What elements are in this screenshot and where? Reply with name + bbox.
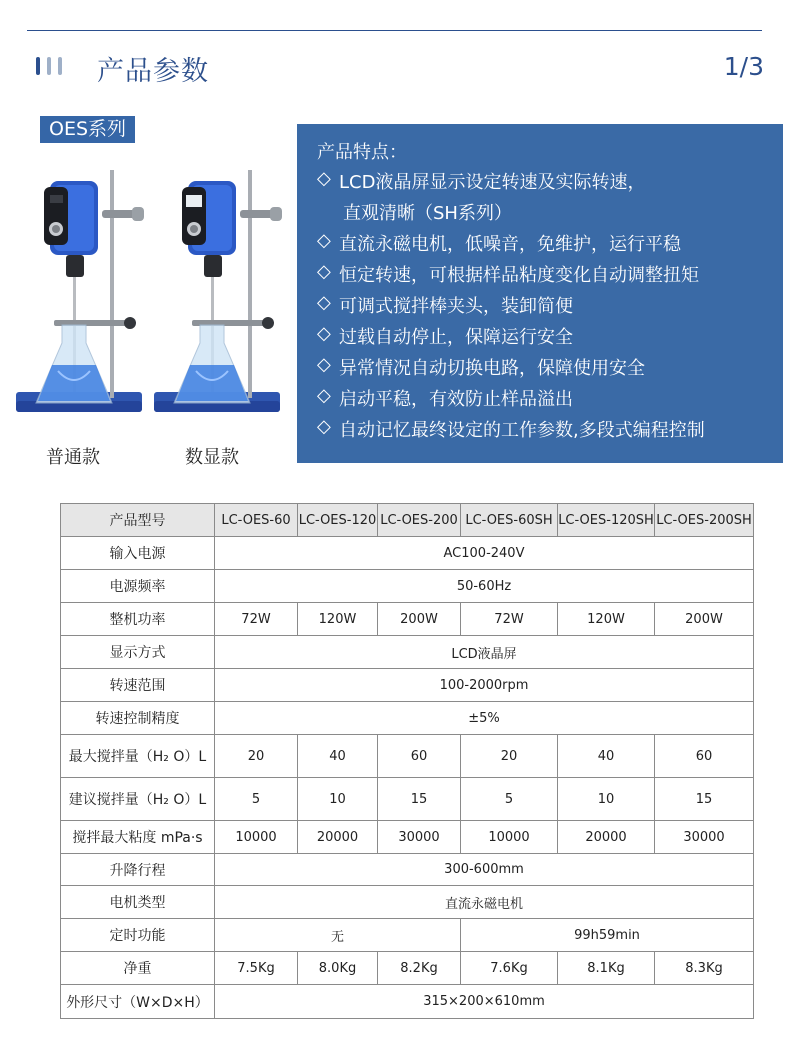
table-cell-label: 升降行程 xyxy=(61,854,215,886)
table-cell-label: 搅拌最大粘度 mPa·s xyxy=(61,821,215,854)
table-cell-value: 72W xyxy=(215,603,298,636)
table-cell-value: 10 xyxy=(558,778,655,821)
table-cell-value: 8.1Kg xyxy=(558,952,655,985)
table-cell-label: 电源频率 xyxy=(61,570,215,603)
table-cell-value: 无 xyxy=(215,919,461,952)
table-cell-value: 7.5Kg xyxy=(215,952,298,985)
feature-text: 恒定转速，可根据样品粘度变化自动调整扭矩 xyxy=(339,265,699,286)
table-cell-value: 200W xyxy=(378,603,461,636)
table-cell-value: 7.6Kg xyxy=(461,952,558,985)
table-cell-value: 120W xyxy=(298,603,378,636)
table-row xyxy=(61,702,754,735)
series-badge: OES系列 xyxy=(40,116,135,143)
diamond-bullet-icon: ◇ xyxy=(317,416,331,437)
table-cell-value: 10 xyxy=(298,778,378,821)
table-cell-value: 99h59min xyxy=(461,919,754,952)
table-cell-label: 转速范围 xyxy=(61,669,215,702)
feature-item xyxy=(317,416,783,447)
table-cell-value: 10000 xyxy=(461,821,558,854)
feature-text: 异常情况自动切换电路，保障使用安全 xyxy=(339,358,645,379)
table-cell-model: LC-OES-120 xyxy=(298,504,378,537)
features-panel xyxy=(297,124,783,463)
table-row xyxy=(61,735,754,778)
table-row xyxy=(61,669,754,702)
table-cell-value: 20 xyxy=(215,735,298,778)
table-cell-value: 8.0Kg xyxy=(298,952,378,985)
table-cell-label: 转速控制精度 xyxy=(61,702,215,735)
table-row xyxy=(61,537,754,570)
table-row xyxy=(61,854,754,886)
diamond-bullet-icon: ◇ xyxy=(317,323,331,344)
diamond-bullet-icon: ◇ xyxy=(317,354,331,375)
feature-item xyxy=(317,168,783,199)
feature-item xyxy=(317,385,783,416)
header-bar xyxy=(36,57,40,75)
header-bar xyxy=(58,57,62,75)
table-cell-value: 5 xyxy=(461,778,558,821)
table-cell-value: 120W xyxy=(558,603,655,636)
page-title: 产品参数 xyxy=(97,56,209,87)
table-cell-value: 100-2000rpm xyxy=(215,669,754,702)
product-label-standard: 普通款 xyxy=(46,447,100,468)
table-cell-value: 5 xyxy=(215,778,298,821)
top-divider xyxy=(27,30,762,31)
feature-text: 启动平稳，有效防止样品溢出 xyxy=(339,389,573,410)
overhead-stirrer-digital-icon xyxy=(152,165,282,420)
table-cell-value: 30000 xyxy=(378,821,461,854)
table-cell-model: LC-OES-200SH xyxy=(655,504,754,537)
table-cell-value: 15 xyxy=(655,778,754,821)
table-cell-label: 电机类型 xyxy=(61,886,215,919)
table-cell-value: 20000 xyxy=(558,821,655,854)
table-cell-value: 40 xyxy=(298,735,378,778)
table-cell-label: 产品型号 xyxy=(61,504,215,537)
table-cell-value: 30000 xyxy=(655,821,754,854)
product-label-digital: 数显款 xyxy=(185,447,239,468)
product-image-standard xyxy=(14,165,144,420)
feature-text: 可调式搅拌棒夹头，装卸简便 xyxy=(339,296,573,317)
table-row xyxy=(61,952,754,985)
feature-text: LCD液晶屏显示设定转速及实际转速， xyxy=(339,172,646,193)
table-cell-model: LC-OES-60 xyxy=(215,504,298,537)
overhead-stirrer-standard-icon xyxy=(14,165,144,420)
header-bars-icon xyxy=(36,57,62,75)
feature-item xyxy=(317,230,783,261)
table-cell-value: 300-600mm xyxy=(215,854,754,886)
table-row xyxy=(61,570,754,603)
feature-text: 过载自动停止，保障运行安全 xyxy=(339,327,573,348)
table-cell-value: 8.3Kg xyxy=(655,952,754,985)
table-header-row xyxy=(61,504,754,537)
table-cell-value: 20 xyxy=(461,735,558,778)
table-cell-value: LCD液晶屏 xyxy=(215,636,754,669)
table-row xyxy=(61,919,754,952)
table-cell-label: 建议搅拌量（H₂ O）L xyxy=(61,778,215,821)
table-cell-value: 72W xyxy=(461,603,558,636)
table-cell-value: AC100-240V xyxy=(215,537,754,570)
feature-text: 自动记忆最终设定的工作参数,多段式编程控制 xyxy=(339,420,705,441)
table-cell-label: 整机功率 xyxy=(61,603,215,636)
table-cell-value: 200W xyxy=(655,603,754,636)
table-row xyxy=(61,821,754,854)
table-cell-value: 直流永磁电机 xyxy=(215,886,754,919)
table-cell-value: 8.2Kg xyxy=(378,952,461,985)
table-cell-value: 15 xyxy=(378,778,461,821)
table-row xyxy=(61,778,754,821)
spec-table xyxy=(60,503,754,1019)
feature-subtext: 直观清晰（SH系列） xyxy=(343,203,512,224)
table-cell-label: 显示方式 xyxy=(61,636,215,669)
table-row xyxy=(61,886,754,919)
table-cell-model: LC-OES-60SH xyxy=(461,504,558,537)
feature-text: 直流永磁电机，低噪音，免维护，运行平稳 xyxy=(339,234,681,255)
table-cell-label: 定时功能 xyxy=(61,919,215,952)
table-cell-value: 20000 xyxy=(298,821,378,854)
page-number: 1/3 xyxy=(723,52,764,81)
feature-item xyxy=(317,261,783,292)
table-row xyxy=(61,985,754,1019)
feature-item xyxy=(317,354,783,385)
table-cell-value: 50-60Hz xyxy=(215,570,754,603)
diamond-bullet-icon: ◇ xyxy=(317,168,331,189)
table-cell-label: 净重 xyxy=(61,952,215,985)
table-cell-model: LC-OES-200 xyxy=(378,504,461,537)
table-row xyxy=(61,603,754,636)
diamond-bullet-icon: ◇ xyxy=(317,230,331,251)
table-cell-label: 最大搅拌量（H₂ O）L xyxy=(61,735,215,778)
feature-item xyxy=(317,292,783,323)
features-heading: 产品特点： xyxy=(317,142,407,163)
table-cell-value: 60 xyxy=(378,735,461,778)
table-cell-label: 外形尺寸（W×D×H） xyxy=(61,985,215,1019)
table-cell-value: 40 xyxy=(558,735,655,778)
table-cell-value: 10000 xyxy=(215,821,298,854)
diamond-bullet-icon: ◇ xyxy=(317,261,331,282)
table-cell-label: 输入电源 xyxy=(61,537,215,570)
table-row xyxy=(61,636,754,669)
product-image-digital xyxy=(152,165,282,420)
table-cell-value: ±5% xyxy=(215,702,754,735)
table-cell-model: LC-OES-120SH xyxy=(558,504,655,537)
table-cell-value: 60 xyxy=(655,735,754,778)
table-cell-value: 315×200×610mm xyxy=(215,985,754,1019)
header-bar xyxy=(47,57,51,75)
diamond-bullet-icon: ◇ xyxy=(317,385,331,406)
diamond-bullet-icon: ◇ xyxy=(317,292,331,313)
feature-item xyxy=(317,323,783,354)
